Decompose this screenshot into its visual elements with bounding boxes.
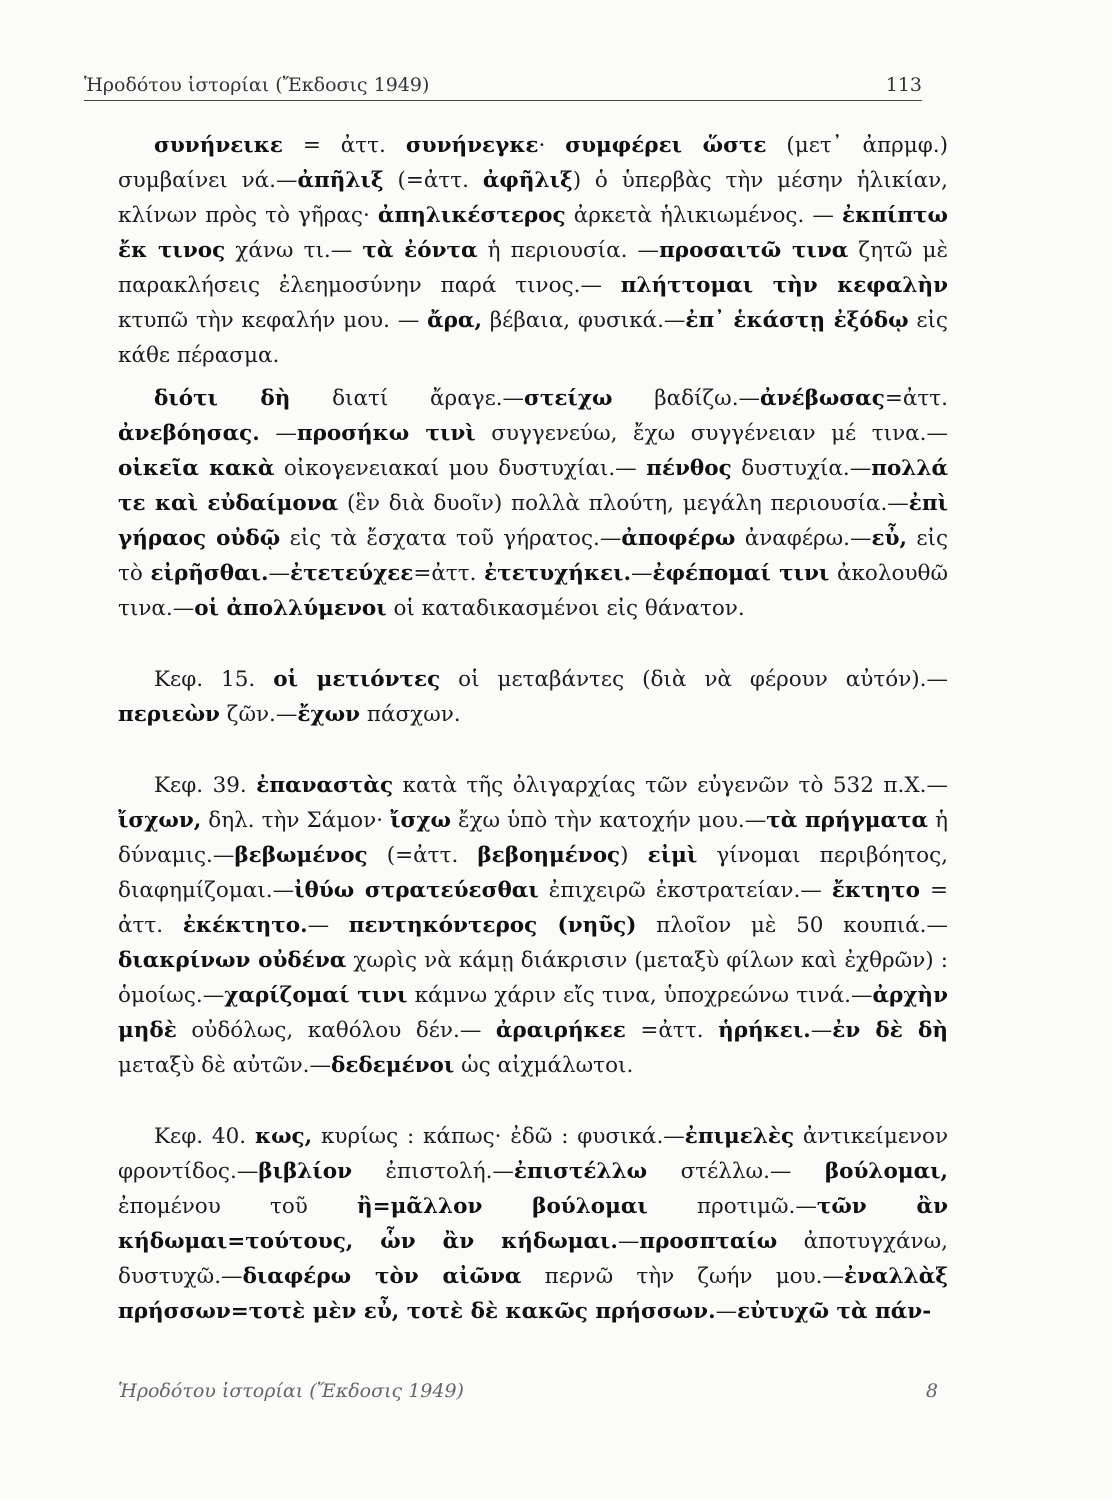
- gloss: ἐπιχειρῶ ἐκστρατείαν.—: [538, 878, 832, 903]
- headword: ἔκτητο: [831, 878, 920, 903]
- gloss: δηλ. τὴν Σάμον·: [201, 808, 391, 833]
- headword: ἐπ᾽ ἑκάστῃ ἐξόδῳ: [685, 308, 909, 333]
- headword: ἐκπίπτω ἔκ τινος: [118, 203, 948, 263]
- headword: δεδεμένοι: [331, 1053, 455, 1078]
- headword: ἀραιρήκεε: [495, 1018, 626, 1043]
- chapter-15-note: [118, 662, 948, 732]
- headword: ἐπιστέλλω: [513, 1159, 648, 1184]
- header-title: Ἡροδότου ἱστορίαι (Ἔκδοσις 1949): [84, 74, 430, 96]
- gloss: —: [268, 561, 291, 586]
- headword: ἀφῆλιξ: [482, 168, 573, 193]
- headword: ἐπὶ γήραος οὐδῷ: [118, 491, 948, 551]
- gloss: περνῶ τὴν ζωήν μου.—: [521, 1264, 845, 1289]
- headword: προσήκω τινὶ: [296, 421, 476, 446]
- gloss: οἱ μεταβάντες (διὰ νὰ φέρουν αὐτόν).—: [440, 667, 948, 692]
- headword: ἴσχω: [390, 808, 451, 833]
- headword: βεβοημένος: [477, 843, 621, 868]
- gloss: πάσχων.: [360, 702, 461, 727]
- headword: προσπταίω: [639, 1229, 778, 1254]
- paragraph-1: [118, 128, 948, 373]
- headword: βιβλίον: [258, 1159, 352, 1184]
- gloss: ἀκολουθῶ τινα.—: [118, 561, 948, 621]
- headword: περιεὼν: [118, 702, 220, 727]
- headword: πλήττομαι τὴν κεφαλὴν: [620, 273, 949, 298]
- gloss: ἀναφέρω.—: [735, 526, 872, 551]
- gloss: κάμνω χάριν εἴς τινα, ὑποχρεώνω τινά.—: [407, 983, 873, 1008]
- page-footer: [118, 1380, 938, 1402]
- gloss: —: [617, 1229, 640, 1254]
- gloss: (μετ᾽ ἀπρμφ.) συμβαίνει νά.—: [118, 133, 948, 193]
- gloss: Κεφ. 15.: [154, 667, 274, 692]
- headword: ἐτετεύχεε: [290, 561, 414, 586]
- headword: κως,: [254, 1124, 313, 1149]
- gloss: ἐπιστολή.—: [352, 1159, 514, 1184]
- gloss: χωρὶς νὰ κάμῃ διάκρισιν (μεταξὺ φίλων καὶ ἐχθρῶν) : ὁμοίως.—: [118, 948, 948, 1008]
- headword: εἰμὶ: [647, 843, 698, 868]
- headword: ἐκέκτητο.: [182, 913, 308, 938]
- headword: ἐτετυχήκει.: [484, 561, 631, 586]
- gloss: ἀρκετὰ ἡλικιωμένος. —: [565, 203, 842, 228]
- headword: οἰκεῖα κακὰ: [118, 456, 275, 481]
- gloss: ἡ δύναμις.—: [118, 808, 948, 868]
- gloss: εἰς κάθε πέρασμα.: [118, 308, 948, 368]
- headword: τῶν ἂν κήδωμαι=τούτους, ὧν ἂν κήδωμαι.: [118, 1194, 948, 1254]
- gloss: —: [810, 1018, 833, 1043]
- gloss: = ἀττ.: [118, 878, 948, 938]
- headword: πολλά τε καὶ εὐδαίμονα: [118, 456, 948, 516]
- gloss: πλοῖον μὲ 50 κουπιά.—: [636, 913, 948, 938]
- headword: ἔχων: [297, 702, 361, 727]
- gloss: ὡς αἰχμάλωτοι.: [454, 1053, 634, 1078]
- gloss: ἔχω ὑπὸ τὴν κατοχήν μου.—: [450, 808, 767, 833]
- gloss: βαδίζω.—: [612, 386, 761, 411]
- gloss: (=ἀττ.: [367, 843, 478, 868]
- gloss: ·: [538, 133, 566, 158]
- gloss: (=ἀττ.: [383, 168, 483, 193]
- gloss: κτυπῶ τὴν κεφαλήν μου. —: [118, 308, 428, 333]
- gloss: ζητῶ μὲ παρακλήσεις ἐλεημοσύνην παρά τινος.—: [118, 238, 949, 298]
- gloss: προτιμῶ.—: [647, 1194, 817, 1219]
- headword: ἐναλλὰξ πρήσσων=τοτὲ μὲν εὖ, τοτὲ δὲ κακῶς πρήσσων.: [118, 1264, 948, 1324]
- headword: εὖ,: [871, 526, 907, 551]
- headword: εὐτυχῶ τὰ πάν-: [737, 1299, 932, 1324]
- gloss: ) ὁ ὑπερβὰς τὴν μέσην ἡλικίαν, κλίνων πρὸς τὸ γῆρας·: [118, 168, 948, 228]
- gloss: ἡ περιουσία. —: [477, 238, 660, 263]
- headword: βεβωμένος: [234, 843, 368, 868]
- headword: εἰρῆσθαι.: [150, 561, 269, 586]
- gloss: ἐπομένου τοῦ: [118, 1194, 358, 1219]
- headword: στείχω: [524, 386, 613, 411]
- gloss: εἰς τὸ: [118, 526, 949, 586]
- gloss: =ἀττ.: [625, 1018, 719, 1043]
- headword: ἐφέπομαί τινι: [652, 561, 830, 586]
- headword: διαφέρω τὸν αἰῶνα: [242, 1264, 522, 1289]
- gloss: = ἀττ.: [282, 133, 406, 158]
- signature-mark: 8: [925, 1380, 938, 1402]
- headword: πεντηκόντερος (νηῦς): [348, 913, 637, 938]
- headword: διότι δὴ: [154, 386, 291, 411]
- headword: ἄρα,: [427, 308, 482, 333]
- gloss: στέλλω.—: [647, 1159, 825, 1184]
- paragraph-2: [118, 381, 948, 626]
- gloss: χάνω τι.—: [225, 238, 363, 263]
- commentary-body: [118, 128, 948, 1329]
- page-number: 113: [885, 74, 922, 96]
- gloss: βέβαια, φυσικά.—: [481, 308, 686, 333]
- gloss: —: [307, 913, 349, 938]
- headword: ἀπῆλιξ: [297, 168, 384, 193]
- headword: διακρίνων οὐδένα: [118, 948, 347, 973]
- chapter-39-note: [118, 768, 948, 1083]
- gloss: —: [259, 421, 297, 446]
- headword: ἀρχὴν μηδὲ: [118, 983, 948, 1043]
- headword: ἀνεβόησας.: [118, 421, 260, 446]
- gloss: ): [620, 843, 648, 868]
- headword: χαρίζομαί τινι: [224, 983, 408, 1008]
- gloss: —: [631, 561, 653, 586]
- gloss: ἀποτυγχάνω, δυστυχῶ.—: [118, 1229, 948, 1289]
- running-header: [84, 74, 922, 96]
- headword: προσαιτῶ τινα: [659, 238, 849, 263]
- gloss: δυστυχία.—: [731, 456, 872, 481]
- headword: βούλομαι,: [824, 1159, 948, 1184]
- headword: οἱ ἀπολλύμενοι: [194, 596, 387, 621]
- headword: τὰ πρήγματα: [766, 808, 929, 833]
- gloss: —: [715, 1299, 738, 1324]
- headword: ἀνέβωσας: [760, 386, 885, 411]
- gloss: οὐδόλως, καθόλου δέν.—: [176, 1018, 496, 1043]
- gloss: ζῶν.—: [219, 702, 298, 727]
- headword: ἐν δὲ δὴ: [832, 1018, 949, 1043]
- gloss: διατί ἄραγε.—: [290, 386, 525, 411]
- headword: ἀπηλικέστερος: [377, 203, 566, 228]
- headword: τὰ ἐόντα: [362, 238, 478, 263]
- gloss: Κεφ. 40.: [154, 1124, 255, 1149]
- gloss: =ἀττ.: [884, 386, 948, 411]
- gloss: οἰκογενειακαί μου δυστυχίαι.—: [274, 456, 647, 481]
- gloss: μεταξὺ δὲ αὐτῶν.—: [118, 1053, 332, 1078]
- headword: ἢ=μᾶλλον βούλομαι: [357, 1194, 648, 1219]
- gloss: οἱ καταδικασμένοι εἰς θάνατον.: [386, 596, 745, 621]
- gloss: (ἓν διὰ δυοῖν) πολλὰ πλούτη, μεγάλη περιουσία.—: [338, 491, 909, 516]
- headword: ἴσχων,: [118, 808, 202, 833]
- headword: ἰθύω στρατεύεσθαι: [294, 878, 539, 903]
- headword: ἡρήκει.: [718, 1018, 811, 1043]
- gloss: κατὰ τῆς ὀλιγαρχίας τῶν εὐγενῶν τὸ 532 π.Χ.—: [393, 773, 949, 798]
- headword: οἱ μετιόντες: [273, 667, 441, 692]
- gloss: ἀντικείμενον φροντίδος.—: [118, 1124, 949, 1184]
- headword: συνήνεικε: [154, 133, 283, 158]
- header-rule: [84, 100, 922, 101]
- gloss: γίνομαι περιβόητος, διαφημίζομαι.—: [118, 843, 948, 903]
- headword: πένθος: [646, 456, 732, 481]
- gloss: κυρίως : κάπως· ἐδῶ : φυσικά.—: [312, 1124, 685, 1149]
- footer-title: Ἡροδότου ἱστορίαι (Ἔκδοσις 1949): [118, 1380, 464, 1402]
- headword: ἐπιμελὲς: [684, 1124, 795, 1149]
- gloss: συγγενεύω, ἔχω συγγένειαν μέ τινα.—: [475, 421, 948, 446]
- headword: συμφέρει ὥστε: [565, 133, 767, 158]
- gloss: Κεφ. 39.: [154, 773, 257, 798]
- gloss: =ἀττ.: [413, 561, 485, 586]
- headword: συνήνεγκε: [405, 133, 539, 158]
- chapter-40-note: [118, 1119, 948, 1329]
- headword: ἐπαναστὰς: [256, 773, 394, 798]
- headword: ἀποφέρω: [621, 526, 736, 551]
- gloss: εἰς τὰ ἔσχατα τοῦ γήρατος.—: [280, 526, 622, 551]
